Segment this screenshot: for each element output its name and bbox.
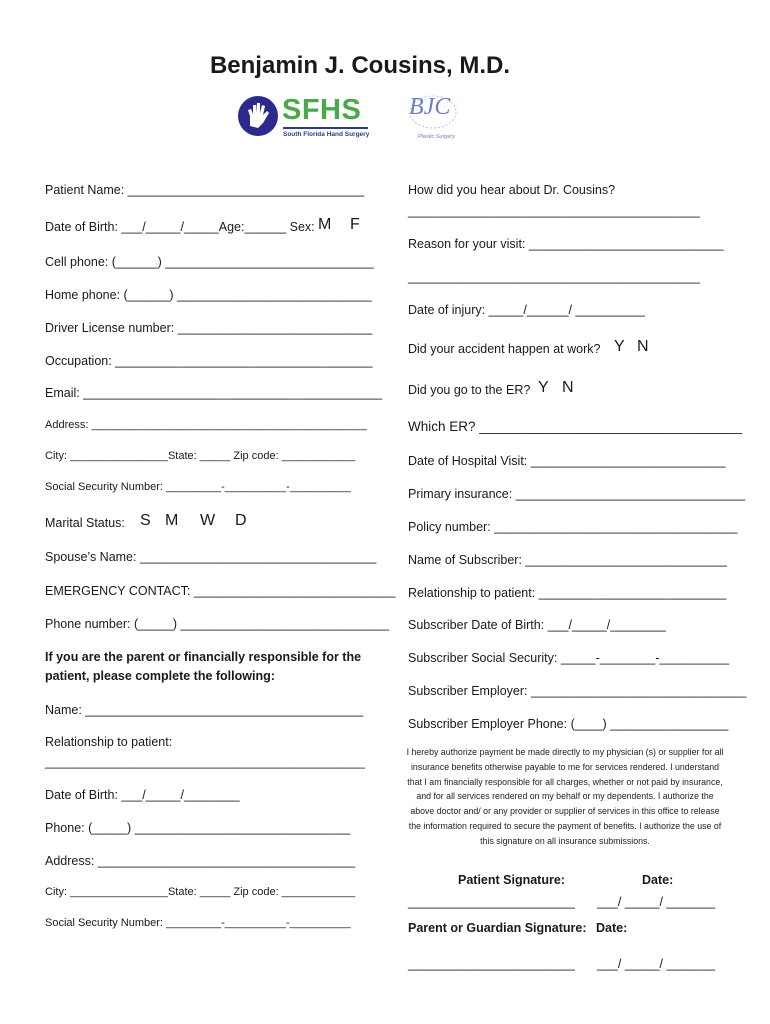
city-state-zip-field[interactable]: City: ________________State: _____ Zip code: ____________ <box>45 450 356 462</box>
guardian-signature-date-field[interactable]: ___/ _____/ _______ <box>597 957 716 971</box>
authorization-paragraph: I hereby authorize payment be made directly to my physician (s) or supplier for all insurance benefits otherwise payable to me for services rendered. I understand that I am financially responsible for all charges, whether or not paid by insurance, and for all services rendered on my behalf or my dependents. I authorize the above doctor and/ or any provider or supplier of services in this office to release the information required to secure the payment of benefits. I authorize the use of this signature on all insurance submissions. <box>406 747 724 846</box>
marital-status-label: Marital Status: <box>45 516 125 530</box>
patient-name-field[interactable]: Patient Name: __________________________________ <box>45 183 365 197</box>
marital-option-m[interactable]: M <box>165 512 179 529</box>
relationship-to-patient-field[interactable]: Relationship to patient: ___________________________ <box>408 586 727 600</box>
work-accident-yes[interactable]: Y <box>614 338 625 355</box>
hand-icon <box>238 96 278 136</box>
work-accident-question: Did your accident happen at work? <box>408 342 601 356</box>
bjc-logo-name: BJC <box>409 94 451 120</box>
subscriber-ssn-field[interactable]: Subscriber Social Security: _____-________-__________ <box>408 651 730 665</box>
subscriber-dob-field[interactable]: Subscriber Date of Birth: ___/_____/________ <box>408 618 666 632</box>
patient-signature-date-label: Date: <box>642 873 674 887</box>
primary-insurance-field[interactable]: Primary insurance: _________________________________ <box>408 487 746 501</box>
email-field[interactable]: Email: ___________________________________________ <box>45 386 383 400</box>
address-field[interactable]: Address: _____________________________________________ <box>45 419 367 431</box>
er-no[interactable]: N <box>562 379 574 396</box>
hospital-visit-date-field[interactable]: Date of Hospital Visit: ____________________________ <box>408 454 726 468</box>
bjc-logo <box>406 94 464 144</box>
referral-question: How did you hear about Dr. Cousins? <box>408 183 616 197</box>
marital-option-w[interactable]: W <box>200 512 216 529</box>
spouse-name-field[interactable]: Spouse’s Name: __________________________________ <box>45 550 377 564</box>
page-title: Benjamin J. Cousins, M.D. <box>209 52 511 79</box>
bjc-logo-subtitle: Plastic Surgery <box>418 134 455 140</box>
guardian-ssn-field[interactable]: Social Security Number: _________-__________-__________ <box>45 917 351 929</box>
guardian-relationship-field[interactable]: ______________________________________________ <box>45 755 365 769</box>
referral-field[interactable]: __________________________________________ <box>408 204 700 218</box>
marital-option-d[interactable]: D <box>235 512 247 529</box>
er-yes[interactable]: Y <box>538 379 549 396</box>
sex-option-m[interactable]: M <box>318 216 332 233</box>
phone-number-field[interactable]: Phone number: (_____) ______________________________ <box>45 617 390 631</box>
guardian-relationship-label: Relationship to patient: <box>45 735 173 749</box>
guardian-signature-label: Parent or Guardian Signature: <box>408 921 587 935</box>
guardian-heading-line1: If you are the parent or financially responsible for the <box>45 650 362 664</box>
policy-number-field[interactable]: Policy number: ___________________________________ <box>408 520 738 534</box>
home-phone-field[interactable]: Home phone: (______) ____________________________ <box>45 288 372 302</box>
guardian-signature-line[interactable]: ________________________ <box>408 957 575 971</box>
guardian-phone-field[interactable]: Phone: (_____) _______________________________ <box>45 821 351 835</box>
cell-phone-field[interactable]: Cell phone: (______) ______________________________ <box>45 255 374 269</box>
visit-reason-field[interactable]: Reason for your visit: ____________________________ <box>408 237 724 251</box>
guardian-city-state-zip-field[interactable]: City: ________________State: _____ Zip code: ____________ <box>45 886 356 898</box>
ssn-field[interactable]: Social Security Number: _________-__________-__________ <box>45 481 351 493</box>
sfhs-logo <box>236 94 376 142</box>
sex-option-f[interactable]: F <box>350 216 360 233</box>
patient-signature-line[interactable]: ________________________ <box>408 895 575 909</box>
sfhs-logo-name: SFHS <box>282 94 362 126</box>
patient-signature-label: Patient Signature: <box>458 873 565 887</box>
subscriber-employer-field[interactable]: Subscriber Employer: _______________________________ <box>408 684 747 698</box>
work-accident-no[interactable]: N <box>637 338 649 355</box>
driver-license-field[interactable]: Driver License number: ____________________________ <box>45 321 373 335</box>
dob-age-field[interactable]: Date of Birth: ___/_____/_____Age:______ Sex: <box>45 220 315 234</box>
guardian-address-field[interactable]: Address: _____________________________________ <box>45 854 356 868</box>
which-er-field[interactable]: Which ER? ___________________________________ <box>408 419 743 434</box>
subscriber-name-field[interactable]: Name of Subscriber: _____________________________ <box>408 553 728 567</box>
er-question: Did you go to the ER? <box>408 383 531 397</box>
guardian-signature-date-label: Date: <box>596 921 628 935</box>
sfhs-logo-subtitle: South Florida Hand Surgery <box>283 131 370 138</box>
emergency-contact-field[interactable]: EMERGENCY CONTACT: _____________________________ <box>45 584 396 598</box>
guardian-dob-field[interactable]: Date of Birth: ___/_____/________ <box>45 788 240 802</box>
guardian-heading-line2: patient, please complete the following: <box>45 669 275 683</box>
logo-divider <box>283 127 368 129</box>
subscriber-employer-phone-field[interactable]: Subscriber Employer Phone: (____) _________________ <box>408 717 729 731</box>
guardian-name-field[interactable]: Name: ________________________________________ <box>45 703 364 717</box>
patient-signature-date-field[interactable]: ___/ _____/ _______ <box>597 895 716 909</box>
visit-reason-line[interactable]: __________________________________________ <box>408 270 700 284</box>
marital-option-s[interactable]: S <box>140 512 151 529</box>
injury-date-field[interactable]: Date of injury: _____/______/ __________ <box>408 303 645 317</box>
occupation-field[interactable]: Occupation: _____________________________________ <box>45 354 373 368</box>
